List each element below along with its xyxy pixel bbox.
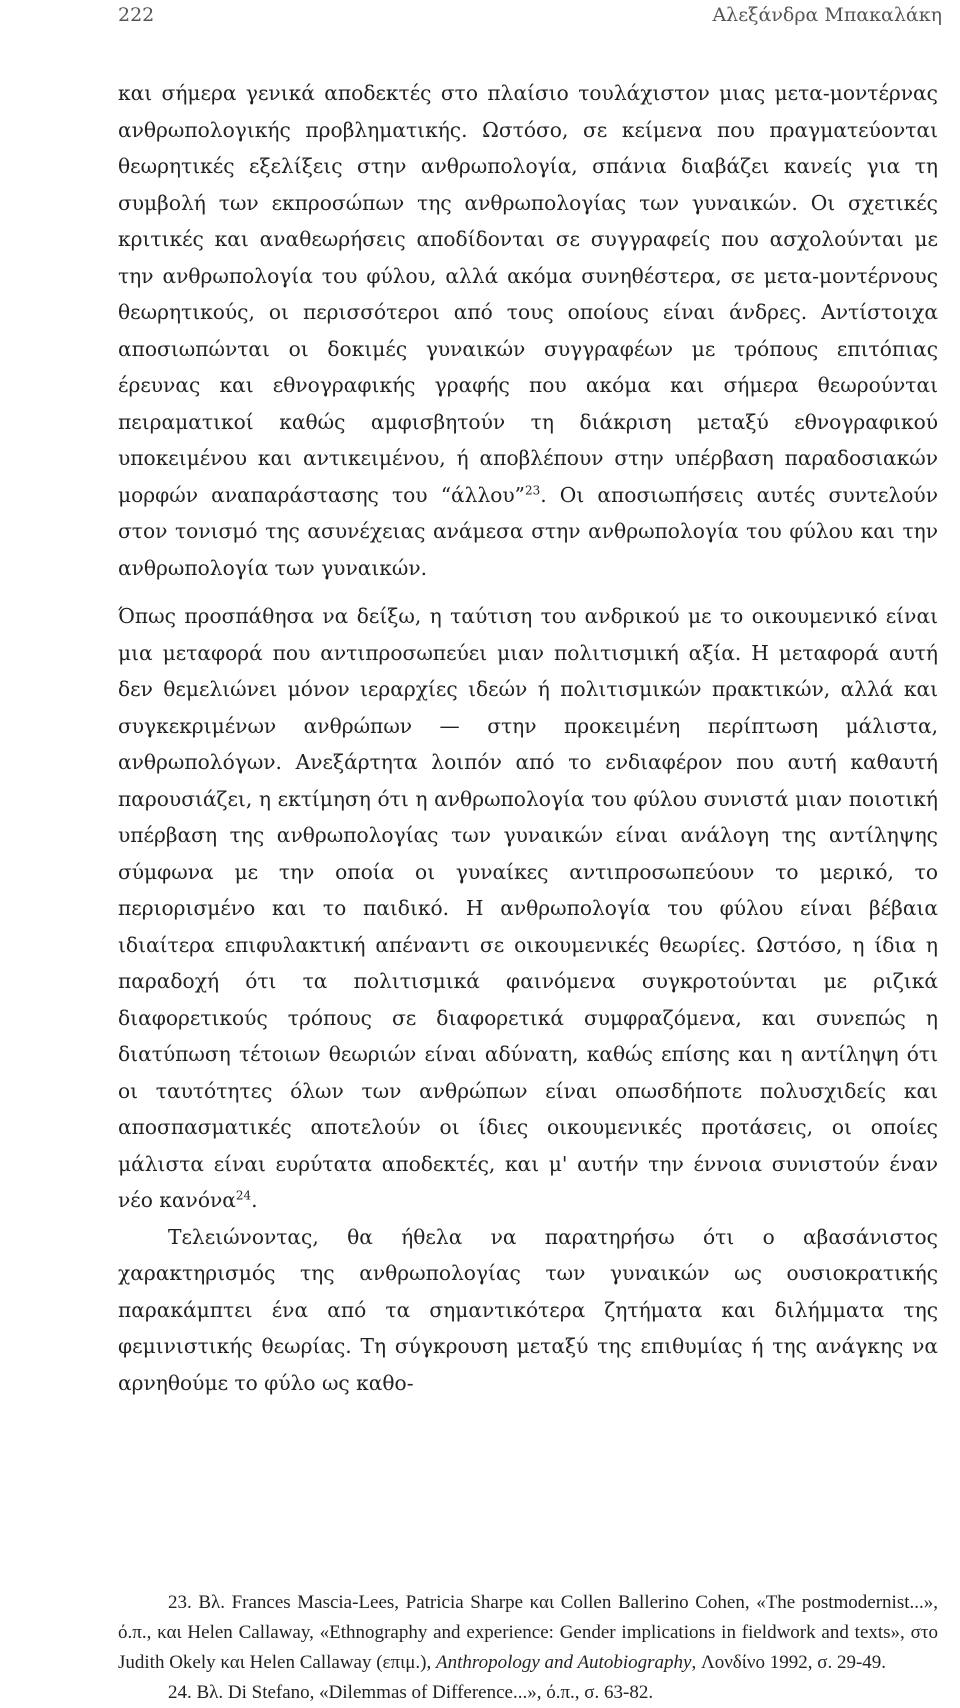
footnote-text: 23. Βλ. Frances Mascia-Lees, Patricia Sharpe και Collen Ballerino Cohen, «The postmodernist...», ό.π., και Helen Callaway, «Ethnography and experience: Gender implications in fieldwork and texts», στο Judith Okely και Helen Callaway (επιμ.),: [118, 1592, 938, 1673]
running-head: Αλεξάνδρα Μπακαλάκη: [712, 4, 942, 26]
footnote-23: [118, 1588, 938, 1678]
paragraph-text: και σήμερα γενικά αποδεκτές στο πλαίσιο τουλάχιστον μιας μετα-μοντέρνας ανθρωπολογικής προβληματικής. Ωστόσο, σε κείμενα που πραγματεύονται θεωρητικές εξελίξεις στην ανθρωπολογία, σπάνια διαβάζει κανείς για τη συμβολή των εκπροσώπων της ανθρωπολογίας των γυναικών. Οι σχετικές κριτικές και αναθεωρήσεις αποδίδονται σε συγγραφείς που ασχολούνται με την ανθρωπολογία του φύλου, αλλά ακόμα συνηθέστερα, σε μετα-μοντέρνους θεωρητικούς, οι περισσότεροι από τους οποίους είναι άνδρες. Αντίστοιχα αποσιωπώνται οι δοκιμές γυναικών συγγραφέων με τρόπους επιτόπιας έρευνας και εθνογραφικής γραφής που ακόμα και σήμερα θεωρούνται πειραματικοί καθώς αμφισβητούν τη διάκριση μεταξύ εθνογραφικού υποκειμένου και αντικειμένου, ή αποβλέπουν στην υπέρβαση παραδοσιακών μορφών αναπαράστασης του “άλλου”: [118, 81, 938, 507]
page-header: [118, 4, 942, 34]
footnote-24: 24. Βλ. Di Stefano, «Dilemmas of Difference...», ό.π., σ. 63-82.: [168, 1682, 654, 1703]
footnotes: [118, 1588, 938, 1708]
footnote-ref-23[interactable]: 23: [524, 482, 541, 497]
paragraph: Τελειώνοντας, θα ήθελα να παρατηρήσω ότι ο αβασάνιστος χαρακτηρισμός της ανθρωπολογίας των γυναικών ως ουσιοκρατικής παρακάμπτει ένα από τα σημαντικότερα ζητήματα και διλήμματα της φεμινιστικής θεωρίας. Τη σύγκρουση μεταξύ της επιθυμίας ή της ανάγκης να αρνηθούμε το φύλο ως καθο-: [118, 1224, 938, 1395]
footnote-ref-24[interactable]: 24: [235, 1188, 252, 1203]
paragraph: [118, 75, 938, 586]
body-text: [118, 75, 938, 1401]
page-number: 222: [118, 4, 155, 26]
paragraph: [118, 598, 938, 1219]
paragraph-text-end: .: [251, 1188, 258, 1212]
footnote-text-end: , Λονδίνο 1992, σ. 29-49.: [691, 1652, 887, 1673]
book-title: Anthropology and Autobiography: [436, 1652, 692, 1673]
paragraph-text: Όπως προσπάθησα να δείξω, η ταύτιση του ανδρικού με το οικουμενικό είναι μια μεταφορά που αντιπροσωπεύει μιαν πολιτισμική αξία. Η μεταφορά αυτή δεν θεμελιώνει μόνον ιεραρχίες ιδεών ή πολιτισμικών πρακτικών, αλλά και συγκεκριμένων ανθρώπων — στην προκειμένη περίπτωση μάλιστα, ανθρωπολόγων. Ανεξάρτητα λοιπόν από το ενδιαφέρον που αυτή καθαυτή παρουσιάζει, η εκτίμηση ότι η ανθρωπολογία του φύλου συνιστά μιαν ποιοτική υπέρβαση της ανθρωπολογίας των γυναικών είναι ανάλογη της αντίληψης σύμφωνα με την οποία οι γυναίκες αντιπροσωπεύουν το μερικό, το περιορισμένο και το παιδικό. Η ανθρωπολογία του φύλου είναι βέβαια ιδιαίτερα επιφυλακτική απέναντι σε οικουμενικές θεωρίες. Ωστόσο, η ίδια η παραδοχή ότι τα πολιτισμικά φαινόμενα συγκροτούνται με ριζικά διαφορετικούς τρόπους σε διαφορετικά συμφραζόμενα, και συνεπώς η διατύπωση τέτοιων θεωριών είναι αδύνατη, καθώς επίσης και η αντίληψη ότι οι ταυτότητες όλων των ανθρώπων είναι οπωσδήποτε πολυσχιδείς και αποσπασματικές αποτελούν οι ίδιες οικουμενικές προτάσεις, οι οποίες μάλιστα είναι ευρύτατα αποδεκτές, και μ' αυτήν την έννοια συνιστούν έναν νέο κανόνα: [118, 604, 938, 1212]
paragraph-text-end: . Οι αποσιωπήσεις αυτές συντελούν στον τονισμό της ασυνέχειας ανάμεσα στην ανθρωπολογία του φύλου και την ανθρωπολογία των γυναικών.: [118, 482, 938, 580]
